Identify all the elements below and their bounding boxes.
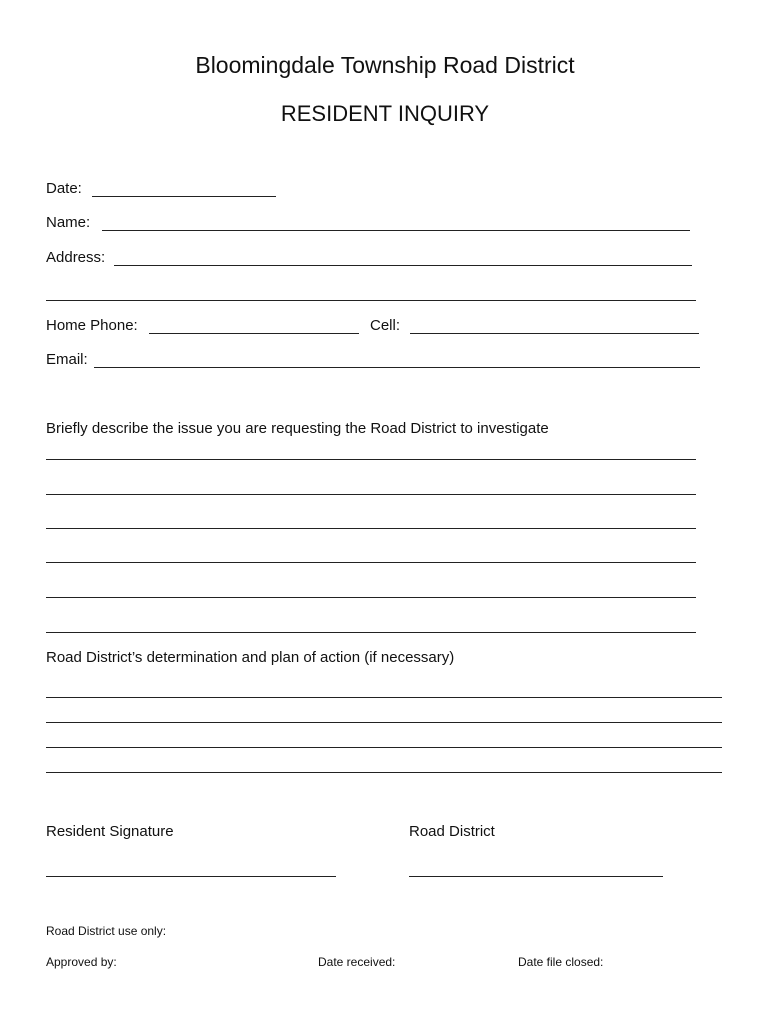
issue-prompt: Briefly describe the issue you are requesting the Road District to investigate: [46, 420, 549, 437]
determination-line[interactable]: [46, 697, 722, 698]
email-field-line[interactable]: [94, 367, 700, 368]
home-phone-label: Home Phone:: [46, 317, 138, 334]
address-field-line-2[interactable]: [46, 300, 696, 301]
cell-field-line[interactable]: [410, 333, 699, 334]
form-title: Bloomingdale Township Road District: [195, 52, 575, 78]
determination-line[interactable]: [46, 772, 722, 773]
determination-prompt: Road District’s determination and plan of action (if necessary): [46, 649, 455, 666]
road-district-signature-line[interactable]: [409, 876, 663, 877]
issue-line[interactable]: [46, 562, 696, 563]
resident-signature-label: Resident Signature: [46, 823, 174, 840]
issue-line[interactable]: [46, 494, 696, 495]
home-phone-field-line[interactable]: [149, 333, 359, 334]
email-label: Email:: [46, 351, 88, 368]
date-label: Date:: [46, 180, 82, 197]
name-field-line[interactable]: [102, 230, 690, 231]
determination-line[interactable]: [46, 722, 722, 723]
office-use-heading: Road District use only:: [46, 924, 167, 938]
date-file-closed-label: Date file closed:: [518, 955, 604, 969]
issue-line[interactable]: [46, 597, 696, 598]
address-field-line[interactable]: [114, 265, 692, 266]
issue-line[interactable]: [46, 632, 696, 633]
date-field-line[interactable]: [92, 196, 276, 197]
address-label: Address:: [46, 249, 106, 266]
cell-label: Cell:: [370, 317, 401, 334]
road-district-signature-label: Road District: [409, 823, 495, 840]
date-received-label: Date received:: [318, 955, 396, 969]
name-label: Name:: [46, 214, 91, 231]
issue-line[interactable]: [46, 528, 696, 529]
approved-by-label: Approved by:: [46, 955, 117, 969]
determination-line[interactable]: [46, 747, 722, 748]
form-subtitle: RESIDENT INQUIRY: [280, 101, 490, 126]
issue-line[interactable]: [46, 459, 696, 460]
resident-signature-line[interactable]: [46, 876, 336, 877]
